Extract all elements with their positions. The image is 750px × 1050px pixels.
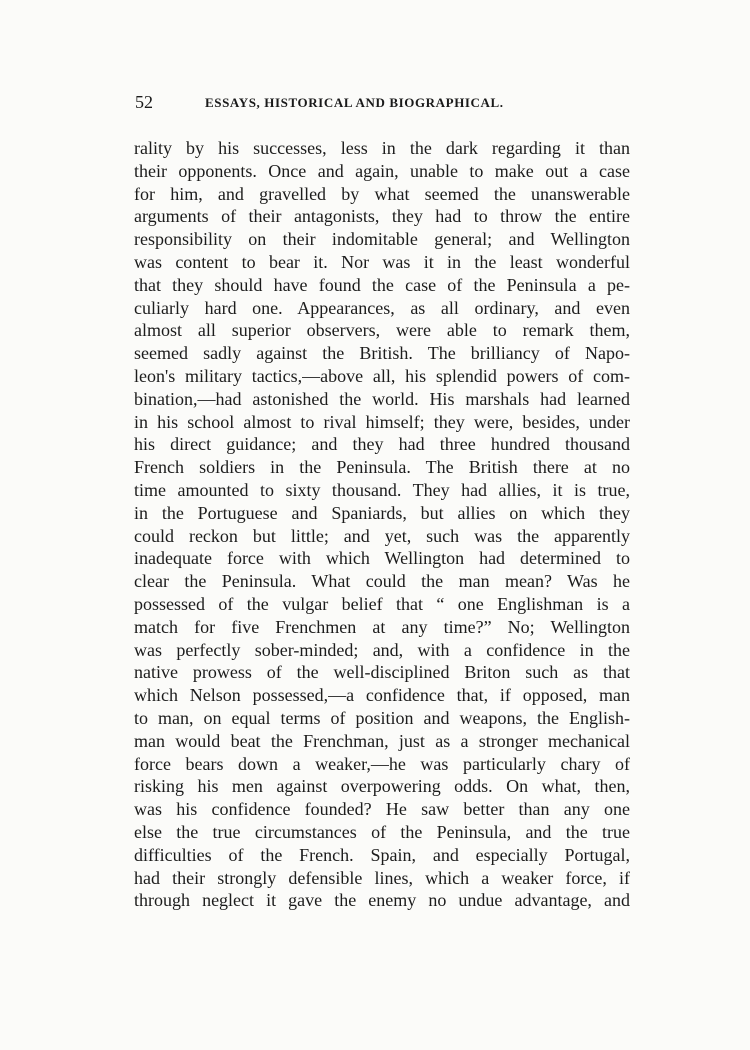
page-number: 52 bbox=[135, 92, 153, 112]
text-line: force bears down a weaker,—he was particularly chary of bbox=[134, 753, 630, 774]
text-line: clear the Peninsula. What could the man mean? Was he bbox=[134, 571, 630, 592]
text-line: was his confidence founded? He saw better than any one bbox=[134, 799, 630, 820]
text-line: for him, and gravelled by what seemed the unanswerable bbox=[134, 183, 630, 204]
text-line: arguments of their antagonists, they had to throw the entire bbox=[134, 206, 630, 227]
text-line: was content to bear it. Nor was it in the least wonderful bbox=[134, 251, 630, 272]
text-line: native prowess of the well-disciplined Briton such as that bbox=[134, 662, 630, 683]
text-line: their opponents. Once and again, unable to make out a case bbox=[134, 160, 630, 181]
text-line: through neglect it gave the enemy no undue advantage, and bbox=[134, 890, 630, 911]
text-line: almost all superior observers, were able to remark them, bbox=[134, 320, 630, 341]
text-line: seemed sadly against the British. The brilliancy of Napo- bbox=[134, 343, 630, 364]
text-line: in his school almost to rival himself; they were, besides, under bbox=[134, 411, 630, 432]
text-line: to man, on equal terms of position and weapons, the English- bbox=[134, 707, 630, 728]
text-line: culiarly hard one. Appearances, as all ordinary, and even bbox=[134, 297, 630, 318]
text-line: difficulties of the French. Spain, and especially Portugal, bbox=[134, 844, 630, 865]
text-line: his direct guidance; and they had three hundred thousand bbox=[134, 434, 630, 455]
text-line: responsibility on their indomitable general; and Wellington bbox=[134, 229, 630, 250]
text-line: else the true circumstances of the Peninsula, and the true bbox=[134, 821, 630, 842]
text-line: was perfectly sober-minded; and, with a confidence in the bbox=[134, 639, 630, 660]
text-line: time amounted to sixty thousand. They had allies, it is true, bbox=[134, 479, 630, 500]
text-line: bination,—had astonished the world. His marshals had learned bbox=[134, 388, 630, 409]
running-title: ESSAYS, HISTORICAL AND BIOGRAPHICAL. bbox=[205, 95, 504, 110]
text-line: in the Portuguese and Spaniards, but allies on which they bbox=[134, 502, 630, 523]
running-head bbox=[135, 92, 630, 114]
text-line: match for five Frenchmen at any time?” No; Wellington bbox=[134, 616, 630, 637]
text-line: man would beat the Frenchman, just as a stronger mechanical bbox=[134, 730, 630, 751]
text-line: French soldiers in the Peninsula. The British there at no bbox=[134, 457, 630, 478]
text-line: could reckon but little; and yet, such was the apparently bbox=[134, 525, 630, 546]
text-line: risking his men against overpowering odds. On what, then, bbox=[134, 776, 630, 797]
text-line: had their strongly defensible lines, which a weaker force, if bbox=[134, 867, 630, 888]
body-text bbox=[134, 137, 630, 912]
text-line: that they should have found the case of the Peninsula a pe- bbox=[134, 274, 630, 295]
text-line: possessed of the vulgar belief that “ one Englishman is a bbox=[134, 593, 630, 614]
text-line: rality by his successes, less in the dark regarding it than bbox=[134, 138, 630, 158]
text-line: leon's military tactics,—above all, his splendid powers of com- bbox=[134, 365, 630, 386]
text-line: which Nelson possessed,—a confidence that, if opposed, man bbox=[134, 685, 630, 706]
text-line: inadequate force with which Wellington had determined to bbox=[134, 548, 630, 569]
